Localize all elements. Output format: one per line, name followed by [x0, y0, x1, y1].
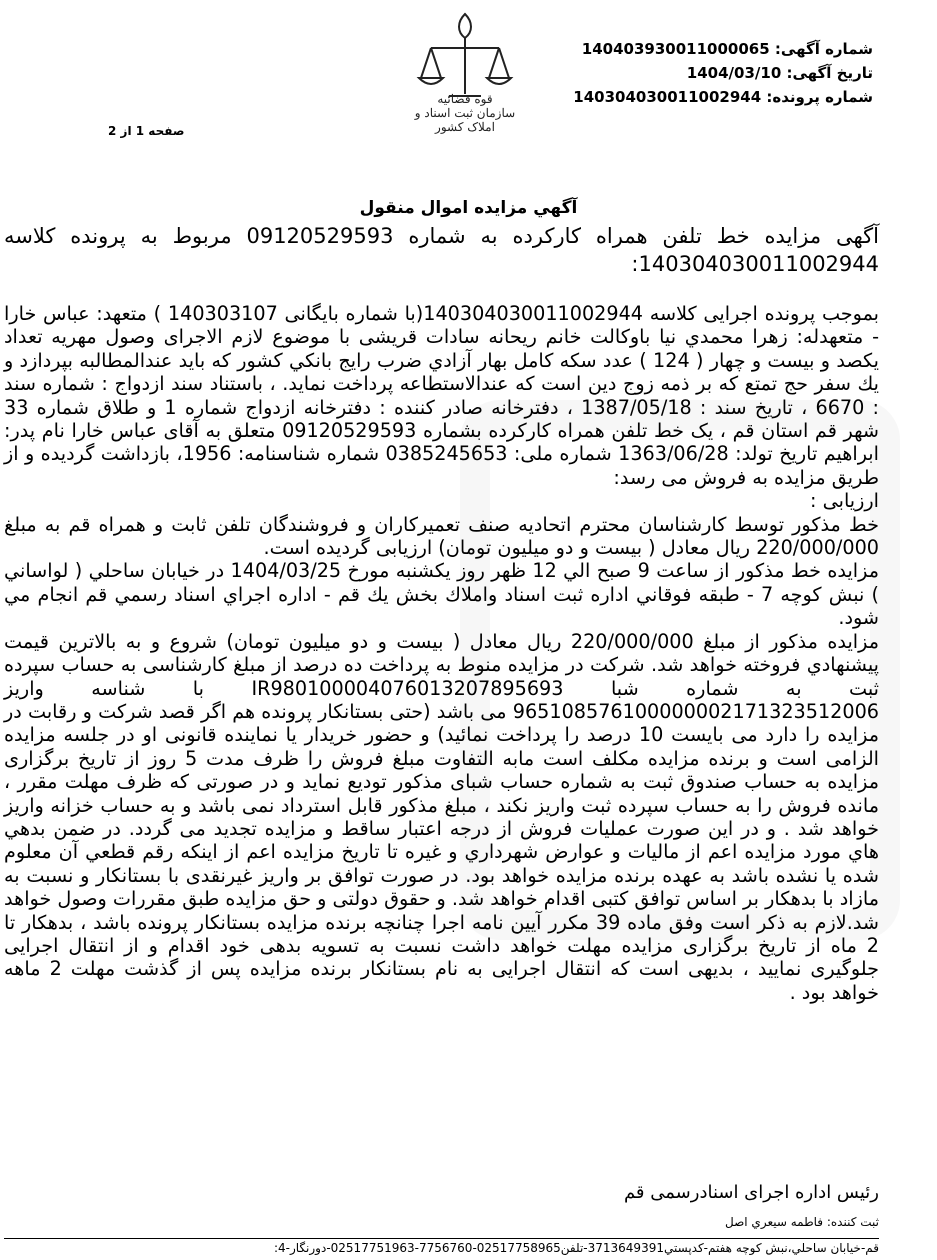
file-number-row: [553, 88, 873, 112]
body-paragraph: مزايده خط مذکور از ساعت 9 صبح الي 12 ظهر روز يکشنبه مورخ 1404/03/25 در خيابان ساحلي ( لواساني ) نبش کوچه 7 - طبقه فوقاني اداره ثبت اسناد واملاك بخش يك قم - اداره اجراي اسناد رسمي قم انجام مي شود.: [4, 559, 880, 630]
ad-number-row: [553, 40, 873, 64]
ad-number: 14040393001100006‌5: [581, 40, 770, 58]
ad-date: 1404/03/10: [686, 64, 782, 82]
footer-address: قم-خيابان ساحلي،نبش کوچه هفتم-کدپستي3713649391-تلفن02517758965-7756760-02517751963-دورنگار-4:: [4, 1238, 879, 1255]
body-paragraph: ارزيابی :: [810, 489, 879, 513]
body-paragraph: خط مذکور توسط کارشناسان محترم اتحاديه صنف تعميرکاران و فروشندگان تلفن ثابت و همراه قم به مبلغ 220/000/000 ريال معادل ( بيست و دو ميليون تومان) ارزيابی گرديده است.: [4, 512, 879, 560]
registrar-line: ثبت کننده: فاطمه سيعري اصل: [725, 1215, 879, 1229]
ad-date-label: تاریخ آگهی:: [786, 64, 873, 82]
document-title: آگهي مزايده اموال منقول: [359, 198, 578, 218]
ad-metadata: [553, 40, 873, 112]
file-number: 14030403001100294‌4: [573, 88, 762, 106]
file-number-label: شماره پرونده:: [766, 88, 873, 106]
subject-line: آگهی مزایده خط تلفن همراه کارکرده به شماره 09120529593 مربوط به پرونده کلاسه 140304030011002944:: [4, 224, 879, 276]
ad-number-label: شماره آگهی:: [774, 40, 873, 58]
emblem-caption-text: قوه قضائیه سازمان ثبت اسناد و املاک کشور: [414, 92, 516, 134]
body-paragraph: بموجب پرونده اجرایی کلاسه 140304030011002944(با شماره بایگانی 140303107 ) متعهد: عباس خارا - متعهدله: زهرا محمدي نيا باوکالت خانم ريحانه سادات قريشی با موضوع لازم الاجرای وصول مهريه تعداد يکصد و بيست و چهار ( 124 ) عدد سکه کامل بهار آزادي ضرب رايج بانکي کشور که بايد عندالمطالبه بپردازد و يك سفر حج تمتع که بر ذمه زوج دين است که عندالاستطاعه پرداخت نمايد. ، باستناد سند ازدواج : شماره سند : 6670 ، تاريخ سند : 1387/05/18 ، دفترخانه صادر کننده : دفترخانه ازدواج شماره 1 و طلاق شماره 33 شهر قم استان قم ، یک خط تلفن همراه کارکرده بشماره 09120529593 متعلق به آقای عباس خارا نام پدر: ابراهیم تاریخ تولد: 1363/06/28 شماره ملی: 0385245653 شماره شناسنامه: 1956، بازداشت گرديده و از طريق مزايده به فروش می رسد:: [4, 302, 880, 489]
signature-line: رئيس اداره اجرای اسنادرسمی قم: [623, 1182, 879, 1203]
body-paragraph: مزايده مذکور از مبلغ 220/000/000 ريال معادل ( بيست و دو ميليون تومان) شروع و به بالاترين قيمت پيشنهادي فروخته خواهد شد. شرکت در مزايده منوط به پرداخت ده درصد از مبلغ کارشناسی به حساب سپرده ثبت به شماره شبا IR980100004076013207895693 با شناسه واريز 965108576100000002171323512006 می باشد (حتی بستانکار پرونده هم اگر قصد شرکت و رقابت در مزايده را دارد می بايست 10 درصد را پرداخت نمائيد) و حضور خريدار يا نماينده قانونی او در جلسه مزايده الزامی است و برنده مزايده مکلف است مابه التفاوت مبلغ فروش را ظرف مدت 5 روز از تاريخ برگزاری مزايده به حساب صندوق ثبت به شماره حساب شبای مذکور توديع نمايد و در صورتی که ظرف مهلت مقرر ، مانده فروش را به حساب سپرده ثبت واريز نکند ، مبلغ مذکور قابل استرداد نمی باشد و به حساب خزانه واريز خواهد شد . و در اين صورت عمليات فروش از درجه اعتبار ساقط و مزايده تجديد می گردد. در ضمن بدهي هاي مورد مزايده اعم از ماليات و عوارض شهرداري و غيره تا تاريخ مزايده اعم از اينکه رقم قطعي آن معلوم شده يا نشده باشد به عهده برنده مزايده خواهد بود. در صورت توافق بر واريز غيرنقدی با بستانکار و نسبت به مازاد با بدهکار بر اساس توافق کتبی اقدام خواهد شد. و حقوق دولتی و حق مزايده طبق مقررات وصول خواهد شد.لازم به ذکر است وفق ماده 39 مکرر آيين نامه اجرا چنانچه برنده مزايده بستانکار پرونده باشد ، بدهکار تا 2 ماه از تاريخ برگزاری مزايده مهلت خواهد داشت نسبت به تسويه بدهی خود اقدام و از انتقال اجرايی جلوگيری نماييد ، بديهی است که انتقال اجرايی به نام بستانکار برنده مزايده پس از گذشت مهلت 2 ماهه خواهد بود .: [4, 629, 880, 1004]
emblem-caption: [400, 92, 530, 134]
page-indicator: صفحه 1 از 2: [108, 124, 185, 138]
document-body: [4, 302, 879, 1004]
ad-date-row: [553, 64, 873, 88]
